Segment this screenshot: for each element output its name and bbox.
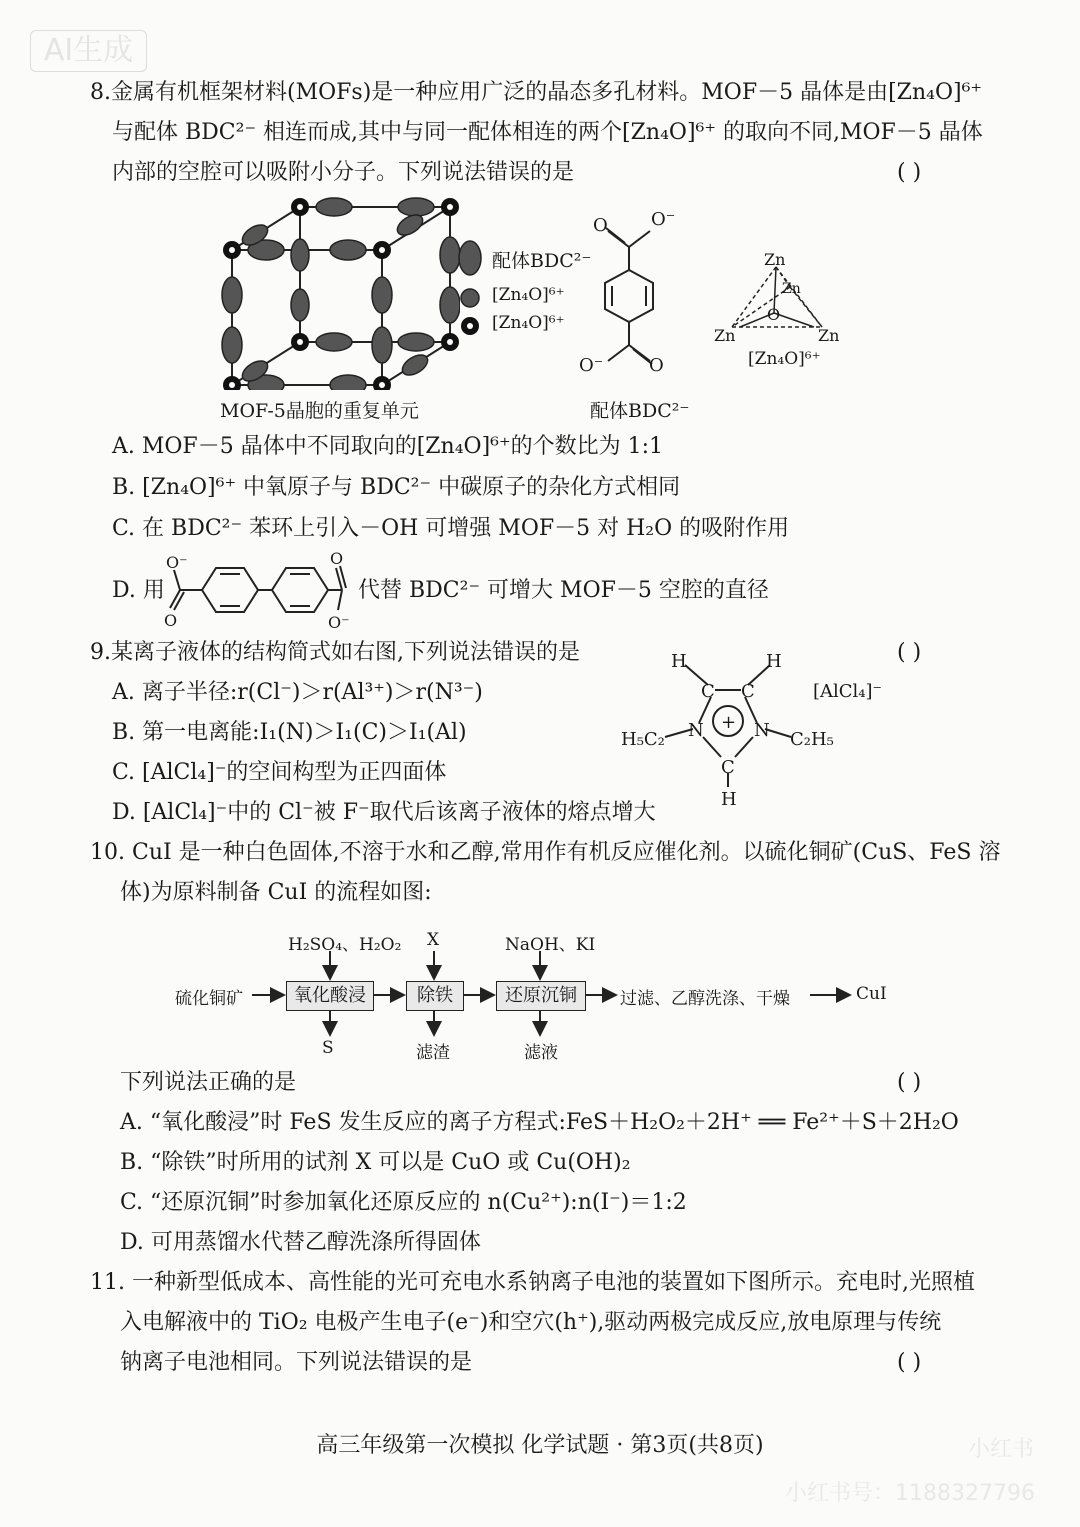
bdc-o-bottom-right: O [649,355,664,375]
q9-option-a: A. 离子半径:r(Cl⁻)＞r(Al³⁺)＞r(N³⁻) [112,680,483,705]
legend-symbols [455,238,485,338]
flow-input-3: NaOH、KI [505,935,596,955]
flow-output-2: 滤渣 [416,1043,450,1063]
zn-atom-left: Zn [714,326,736,345]
q11-stem-line-1: 11. 一种新型低成本、高性能的光可充电水系钠离子电池的装置如下图所示。充电时,光照植 [90,1270,975,1295]
imid-c-left: C [701,681,715,702]
q9-answer-bracket: ( ) [897,640,922,665]
watermark-xhs-logo: 小红书 [968,1437,1035,1462]
q10-option-a: A. “氧化酸浸”时 FeS 发生反应的离子方程式:FeS＋H₂O₂＋2H⁺ ══ Fe²⁺＋S＋2H₂O [120,1110,959,1135]
imid-c-bottom: C [721,757,735,778]
q8-option-d-suffix: 代替 BDC²⁻ 可增大 MOF－5 空腔的直径 [358,578,769,603]
caption-bdc: 配体BDC²⁻ [590,400,690,422]
biphenyl-o-right: O [330,550,344,568]
flow-input-2: X [427,930,440,950]
zn-atom-back: Zn [782,281,801,297]
watermark-ai-generated: AI生成 [30,30,147,72]
imid-ethyl-right: C₂H₅ [790,729,834,750]
biphenyl-o-minus-left: O⁻ [166,553,188,572]
bdc-ligand-structure [575,205,695,375]
q10-stem-line-2: 体)为原料制备 CuI 的流程如图: [120,880,432,905]
caption-mof5-cell: MOF-5晶胞的重复单元 [220,400,419,422]
flow-output-3: 滤液 [524,1043,558,1063]
caption-zn4o: [Zn₄O]⁶⁺ [748,349,821,369]
q8-option-b: B. [Zn₄O]⁶⁺ 中氧原子与 BDC²⁻ 中碳原子的杂化方式相同 [112,475,681,500]
imid-plus: + [721,712,737,733]
biphenyl-o-left: O [164,611,178,630]
imid-h-bottom: H [721,789,737,810]
bdc-o-minus-top-right: O⁻ [651,209,676,230]
q11-answer-bracket: ( ) [897,1350,922,1375]
flow-start: 硫化铜矿 [175,989,243,1009]
q8-stem-line-1: 8.金属有机框架材料(MOFs)是一种应用广泛的晶态多孔材料。MOF－5 晶体是由[Zn₄O]⁶⁺ [90,80,983,105]
q11-stem-line-3: 钠离子电池相同。下列说法错误的是 [120,1350,473,1375]
imid-c-right: C [741,681,755,702]
flow-after-steps: 过滤、乙醇洗涤、干燥 [620,989,790,1009]
imid-h-left: H [671,651,687,672]
watermark-xhs-id: 小红书号：1188327796 [785,1481,1035,1506]
bdc-o-top-left: O [593,215,608,236]
imid-n-right: N [754,720,770,741]
q11-stem-line-2: 入电解液中的 TiO₂ 电极产生电子(e⁻)和空穴(h⁺),驱动两极完成反应,放电原理与传统 [120,1310,942,1335]
flow-input-1: H₂SO₄、H₂O₂ [288,935,402,955]
legend-cluster-2: [Zn₄O]⁶⁺ [492,313,565,333]
q10-stem-line-1: 10. CuI 是一种白色固体,不溶于水和乙醇,常用作有机反应催化剂。以硫化铜矿(CuS、FeS 溶 [90,840,1001,865]
q8-option-d-prefix: D. 用 [112,578,165,603]
legend-ligand: 配体BDC²⁻ [492,250,592,272]
mof5-unit-cell-diagram [210,195,460,390]
imid-h-right: H [766,651,782,672]
imid-anion: [AlCl₄]⁻ [813,681,883,702]
zn-atom-right: Zn [818,326,840,345]
q8-option-c: C. 在 BDC²⁻ 苯环上引入－OH 可增强 MOF－5 对 H₂O 的吸附作用 [112,516,790,541]
legend-cluster-1: [Zn₄O]⁶⁺ [492,285,565,305]
flow-box-oxidize-leach: 氧化酸浸 [286,981,374,1011]
q9-option-d: D. [AlCl₄]⁻中的 Cl⁻被 F⁻取代后该离子液体的熔点增大 [112,800,656,825]
zn4o-cluster-structure [710,245,860,355]
flow-box-remove-iron: 除铁 [406,981,464,1011]
imid-n-left: N [688,720,704,741]
q9-option-b: B. 第一电离能:I₁(N)＞I₁(C)＞I₁(Al) [112,720,467,745]
zn-atom-top: Zn [764,250,786,269]
bdc-o-minus-bottom-left: O⁻ [579,355,604,375]
page-footer: 高三年级第一次模拟 化学试题 · 第3页(共8页) [316,1433,764,1458]
q8-stem-line-2: 与配体 BDC²⁻ 相连而成,其中与同一配体相连的两个[Zn₄O]⁶⁺ 的取向不同,MOF－5 晶体 [112,120,983,145]
q9-stem: 9.某离子液体的结构简式如右图,下列说法错误的是 [90,640,580,665]
q8-stem-line-3: 内部的空腔可以吸附小分子。下列说法错误的是 [112,160,575,185]
o-atom-center: O [767,305,781,324]
biphenyl-o-minus-right: O⁻ [328,613,350,630]
biphenyl-dicarboxylate-structure [160,550,360,630]
imid-ethyl-left: H₅C₂ [621,729,665,750]
flow-output-1: S [322,1038,334,1058]
q10-stem-2: 下列说法正确的是 [120,1070,297,1095]
q10-option-c: C. “还原沉铜”时参加氧化还原反应的 n(Cu²⁺):n(I⁻)＝1:2 [120,1190,687,1215]
q10-option-d: D. 可用蒸馏水代替乙醇洗涤所得固体 [120,1230,481,1255]
q9-option-c: C. [AlCl₄]⁻的空间构型为正四面体 [112,760,447,785]
q10-answer-bracket: ( ) [897,1070,922,1095]
flow-end-product: CuI [856,984,887,1004]
flow-box-reduce-precipitate: 还原沉铜 [496,981,586,1011]
q8-option-a: A. MOF－5 晶体中不同取向的[Zn₄O]⁶⁺的个数比为 1:1 [112,434,664,459]
q8-answer-bracket: ( ) [897,160,922,185]
q10-option-b: B. “除铁”时所用的试剂 X 可以是 CuO 或 Cu(OH)₂ [120,1150,631,1175]
imidazolium-structure [615,645,895,810]
